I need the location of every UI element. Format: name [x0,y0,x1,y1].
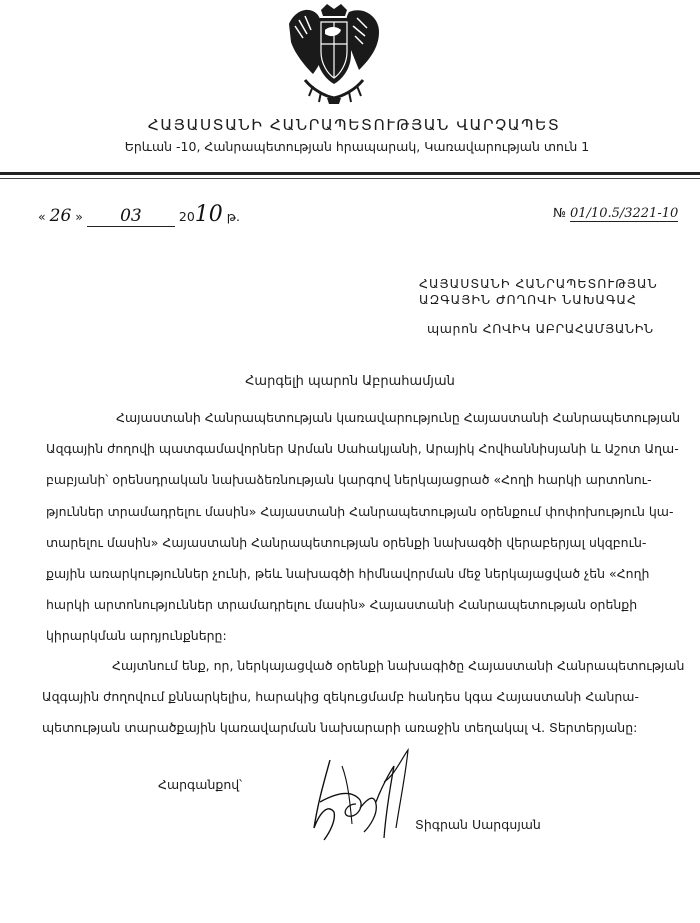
date-year-unit: թ. [226,209,240,224]
date-year-prefix: 20 [178,209,195,224]
paragraph-2 [42,650,685,744]
paragraph-1-line: կիրարկման արդյունքները: [46,628,227,644]
closing-phrase: Հարգանքով՝ [158,777,243,792]
paragraph-1-line: տարելու մասին» Հայաստանի Հանրապետության օրենքի նախագծի վերաբերյալ սկզբուն- [46,534,647,550]
ref-prefix: № [553,205,567,220]
handwritten-signature [290,742,420,852]
header-rule-thin [0,178,700,179]
paragraph-1-line: թյուններ տրամադրելու մասին» Հայաստանի Հանրապետության օրենքում փոփոխություն կա- [46,503,674,519]
government-address: Երևան -10, Հանրապետության հրապարակ, Կառավարության տուն 1 [124,139,590,154]
date-year-suffix: 10 [194,202,223,227]
paragraph-2-line: Ազգային ժողովում քննարկելիս, հարակից զեկուցմամբ հանդես կգա Հայաստանի Հանրա- [42,689,639,705]
government-title: ՀԱՅԱՍՏԱՆԻ ՀԱՆՐԱՊԵՏՈՒԹՅԱՆ ՎԱՐՉԱՊԵՏ [147,116,561,134]
header-rule-thick [0,172,700,175]
paragraph-1-line: Հայաստանի Հանրապետության կառավարությունը Հայաստանի Հանրապետության [116,410,681,425]
date-month: 03 [120,206,142,226]
salutation: Հարգելի պարոն Աբրահամյան [245,374,455,389]
recipient-line-2: ԱԶԳԱՅԻՆ ԺՈՂՈՎԻ ՆԱԽԱԳԱՀ [419,292,637,307]
date-open-quote: « [38,209,46,224]
paragraph-1-line: Ազգային ժողովի պատգամավորներ Արման Սահակյանի, Արայիկ Հովհաննիսյանի և Աշոտ Աղա- [46,441,679,457]
reference-number [553,205,678,221]
letter-date [38,202,240,227]
date-month-blank [87,206,175,227]
signer-name: Տիգրան Սարգսյան [415,817,541,832]
paragraph-2-line: պետության տարածքային կառավարման նախարարի առաջին տեղակալ Վ. Տերտերյանը: [42,720,638,736]
paragraph-1-line: բաբյանի՝ օրենսդրական նախաձեռնության կարգով ներկայացրած «Հողի հարկի արտոնու- [46,472,652,488]
recipient-name: պարոն ՀՈՎԻԿ ԱԲՐԱՀԱՄՅԱՆԻՆ [427,321,654,336]
date-close-quote: » [75,209,83,224]
paragraph-1-line: քային առարկություններ չունի, թեև նախագծի հիմնավորման մեջ ներկայացված չեն «Հողի [46,566,650,582]
recipient-line-1: ՀԱՅԱՍՏԱՆԻ ՀԱՆՐԱՊԵՏՈՒԹՅԱՆ [419,276,658,291]
paragraph-1 [46,402,681,652]
date-day: 26 [49,206,72,226]
paragraph-2-line: Հայտնում ենք, որ, ներկայացված օրենքի նախագիծը Հայաստանի Հանրապետության [112,658,685,673]
paragraph-1-line: հարկի արտոնություններ տրամադրելու մասին» Հայաստանի Հանրապետության օրենքի [46,597,638,613]
ref-value: 01/10.5/3221-10 [570,206,679,221]
coat-of-arms-icon [283,4,385,104]
